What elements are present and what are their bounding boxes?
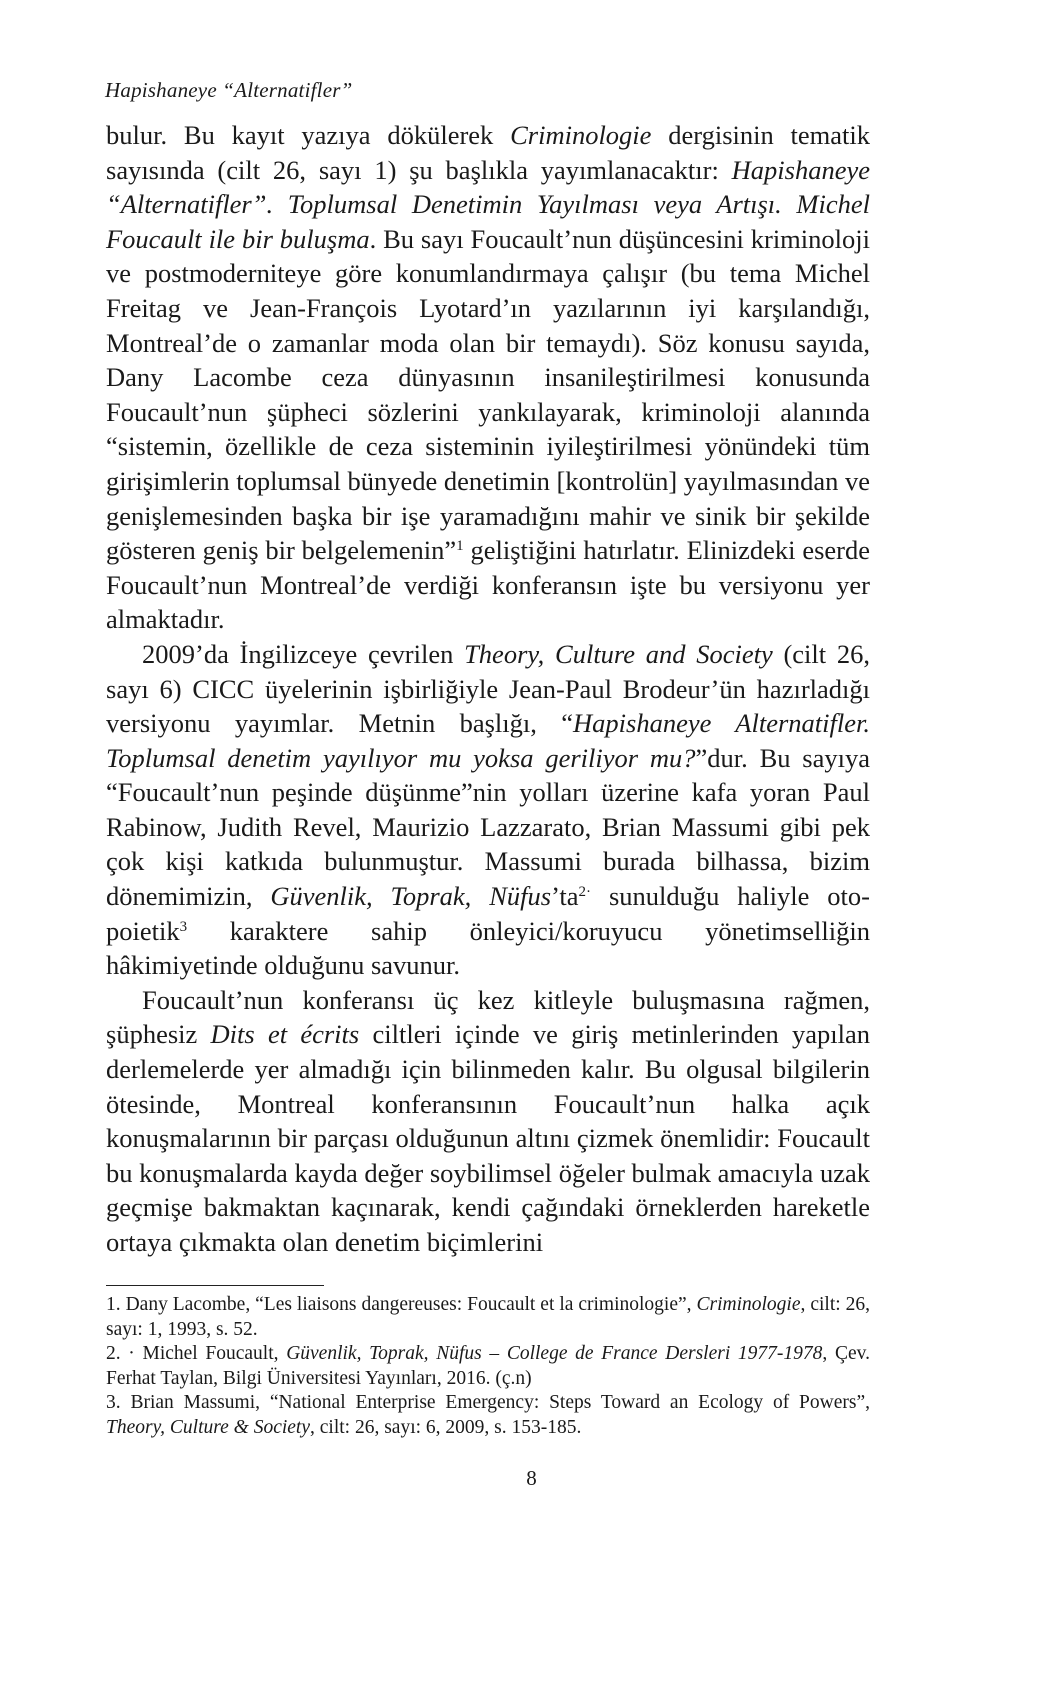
text-run: karaktere sahip önleyici/koruyucu yönetimselliğin hâkimiyetinde olduğunu savunur. <box>106 915 870 981</box>
text-run: , Çev. Ferhat Taylan, Bilgi Üniversitesi Yayınları, 2016. (ç.n) <box>106 1343 870 1389</box>
text-run: ”dur. Bu sayıya “Foucault’nun peşinde düşünme”nin yolları üzerine kafa yoran Paul Rabinow, Judith Revel, Maurizio Lazzarato, Brian Massumi gibi pek çok kişi katkıda bulunmuştur. Massumi burada bilhassa, bizim dönemimizin, <box>106 742 871 912</box>
text-run: bulur. Bu kayıt yazıya dökülerek <box>106 120 511 150</box>
text-run: 2009’da İngilizceye çevrilen <box>142 638 465 669</box>
italic-text: Criminologie <box>510 120 652 150</box>
running-head: Hapishaneye “Alternatifler” <box>105 78 353 102</box>
footnote-reference: 1 <box>456 538 464 555</box>
text-run: . Bu sayı Foucault’nun düşüncesini kriminoloji ve postmoderniteye göre konumlandırmaya çalışır (bu tema Michel Freitag ve Jean-François Lyotard’ın yazılarının iyi karşılandığı, Montreal’de o zamanlar moda olan bir temaydı). Söz konusu sayıda, Dany Lacombe ceza dünyasının insanileştirilmesi konusunda Foucault’nun şüpheci sözlerini yankılayarak, kriminoloji alanında “sistemin, özellikle de ceza sisteminin iyileştirilmesi yönündeki tüm girişimlerin toplumsal bünyede denetimin [kontrolün] yayılmasından ve genişlemesinden başka bir işe yaramadığını mahir ve sinik bir şekilde gösteren geniş bir belgelemenin” <box>106 223 870 566</box>
text-run: geliştiğini hatırlatır. Elinizdeki eserde Foucault’nun Montreal’de verdiği konferansın işte bu versiyonu yer almaktadır. <box>106 535 870 635</box>
paragraph <box>106 983 870 1260</box>
body-text <box>106 118 870 1260</box>
page-number: 8 <box>526 1466 537 1490</box>
footnote <box>106 1391 870 1440</box>
text-run: , cilt: 26, sayı: 6, 2009, s. 153-185. <box>310 1416 582 1438</box>
text-run: 1. Dany Lacombe, “Les liaisons dangereuses: Foucault et la criminologie”, <box>106 1294 697 1315</box>
paragraph <box>106 637 870 983</box>
footnote-reference: 2· <box>578 884 592 901</box>
italic-text: Hapishaneye Alternatifler. Toplumsal denetim yayılıyor mu yoksa geriliyor mu? <box>106 708 870 773</box>
text-run: 3. Brian Massumi, “National Enterprise Emergency: Steps Toward an Ecology of Powers”, <box>106 1392 870 1413</box>
text-run: (cilt 26, sayı 6) CICC üyelerinin işbirliğiyle Jean-Paul Brodeur’ün hazırladığı versiyonu yayımlar. Metnin başlığı, “ <box>106 638 870 739</box>
text-run: Foucault’nun konferansı üç kez kitleyle buluşmasına rağmen, şüphesiz <box>106 984 870 1050</box>
text-run: sunulduğu haliyle oto-poietik <box>106 881 870 946</box>
footnotes <box>106 1293 870 1440</box>
text-run: dergisinin tematik sayısında (cilt 26, sayı 1) şu başlıkla yayımlanacaktır: <box>106 120 871 185</box>
italic-text: Güvenlik, Toprak, Nüfus <box>270 881 552 912</box>
italic-text: Hapishaneye “Alternatifler”. Toplumsal Denetimin Yayılması veya Artışı. Michel Foucault ile bir buluşma <box>106 154 870 254</box>
italic-text: Theory, Culture & Society <box>106 1416 310 1438</box>
footnote-reference: 3 <box>179 918 188 935</box>
text-run: , cilt: 26, sayı: 1, 1993, s. 52. <box>106 1294 871 1340</box>
text-run: 2. · Michel Foucault, <box>106 1343 287 1364</box>
paragraph <box>106 118 870 637</box>
italic-text: Güvenlik, Toprak, Nüfus – College de France Dersleri 1977-1978 <box>286 1343 823 1364</box>
footnote <box>106 1293 870 1342</box>
footnote-divider <box>106 1285 324 1286</box>
italic-text: Dits et écrits <box>210 1019 360 1050</box>
italic-text: Criminologie <box>696 1294 801 1315</box>
italic-text: Theory, Culture and Society <box>464 638 773 669</box>
footnote <box>106 1342 870 1391</box>
text-run: ciltleri içinde ve giriş metinlerinden yapılan derlemelerde yer almadığı için bilinmeden kalır. Bu olgusal bilgilerin ötesinde, Montreal konferansının Foucault’nun halka açık konuşmalarının bir parçası olduğunun altını çizmek önemlidir: Foucault bu konuşmalarda kayda değer soybilimsel öğeler bulmak amacıyla uzak geçmişe bakmaktan kaçınarak, kendi çağındaki örneklerden hareketle ortaya çıkmakta olan denetim biçimlerini <box>106 1019 870 1257</box>
text-run: ’ta <box>551 881 579 912</box>
